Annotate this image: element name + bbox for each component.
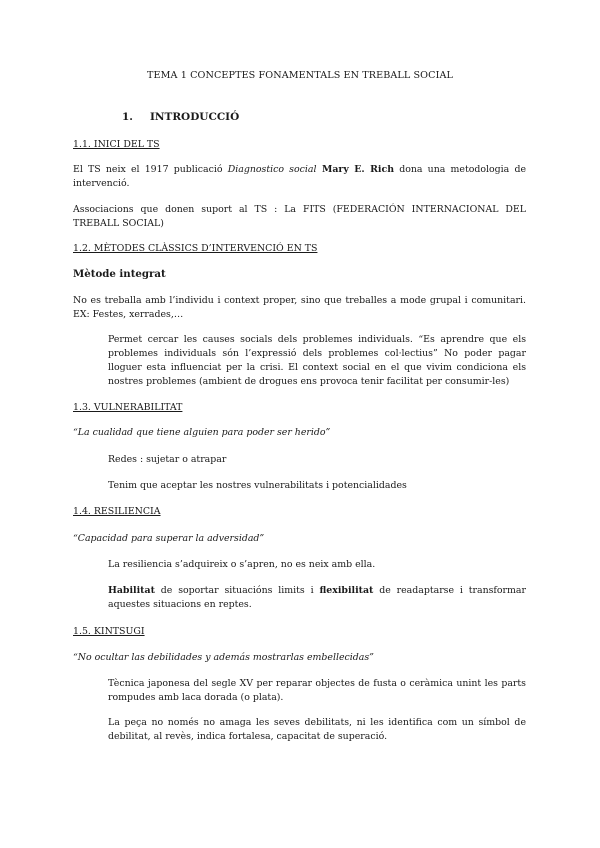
quote-vulnerabilitat: “La cualidad que tiene alguien para poder ser herido” — [73, 427, 331, 438]
paragraph-inici-2: Associacions que donen suport al TS : La FITS (FEDERACIÓN INTERNACIONAL DEL TREBALL SOCIAL) — [73, 204, 526, 229]
heading-inici-del-ts: 1.1. INICI DEL TS — [73, 139, 160, 150]
text-run: dona una metodologia de intervenció. — [73, 164, 527, 189]
paragraph-metode-1: No es treballa amb l’individu i context proper, sino que treballes a mode grupal i comunitari. EX: Festes, xerrades,… — [73, 295, 526, 320]
paragraph-resiliencia-2 — [108, 584, 526, 612]
paragraph-kintsugi-2: La peça no només no amaga les seves debilitats, ni les identifica com un símbol de debilitat, al revès, indica fortalesa, capacitat de superació. — [108, 717, 526, 742]
bold-habilitat: Habilitat — [108, 585, 155, 596]
paragraph-vulnerabilitat-1: Redes : sujetar o atrapar — [108, 454, 227, 465]
subheading-metode-integrat: Mètode integrat — [73, 268, 166, 280]
paragraph-vulnerabilitat-2: Tenim que aceptar les nostres vulnerabilitats i potencialidades — [108, 480, 407, 491]
text-run: de soportar situacións limits i — [154, 585, 320, 596]
text-run: El TS neix el 1917 publicació — [73, 164, 228, 175]
heading-metodes-classics: 1.2. MÈTODES CLÀSSICS D’INTERVENCIÓ EN TS — [73, 243, 318, 254]
quote-resiliencia: “Capacidad para superar la adversidad” — [73, 533, 265, 544]
paragraph-resiliencia-1: La resiliencia s’adquireix o s’apren, no es neix amb ella. — [108, 559, 376, 570]
heading-resiliencia: 1.4. RESILIENCIA — [73, 506, 161, 517]
text-run: de readaptarse i transformar aquestes situacions en reptes. — [108, 585, 526, 610]
bold-author: Mary E. Rich — [316, 164, 395, 175]
page-title: TEMA 1 CONCEPTES FONAMENTALS EN TREBALL SOCIAL — [147, 70, 453, 81]
paragraph-metode-2: Permet cercar les causes socials dels problemes individuals. “Es aprendre que els problemes individuals són l’expressió dels problemes col·lectius” No poder pagar lloguer esta influenciat per la crisi. El context social en el que vivim condiciona els nostres problemes (ambient de drogues ens provoca tenir facilitat per consumir-les) — [108, 334, 526, 387]
italic-title: Diagnostico social — [227, 164, 317, 175]
section-number: 1. — [122, 111, 133, 123]
paragraph-inici-1 — [73, 163, 526, 191]
section-label: INTRODUCCIÓ — [150, 111, 240, 123]
quote-kintsugi: “No ocultar las debilidades y además mostrarlas embellecidas” — [73, 652, 374, 663]
heading-kintsugi: 1.5. KINTSUGI — [73, 626, 145, 637]
paragraph-kintsugi-1: Tècnica japonesa del segle XV per reparar objectes de fusta o ceràmica unint les parts rompudes amb laca dorada (o plata). — [108, 678, 526, 703]
heading-vulnerabilitat: 1.3. VULNERABILITAT — [73, 402, 183, 413]
section-heading-introduccio — [122, 111, 239, 123]
bold-flexibilitat: flexibilitat — [319, 585, 374, 596]
